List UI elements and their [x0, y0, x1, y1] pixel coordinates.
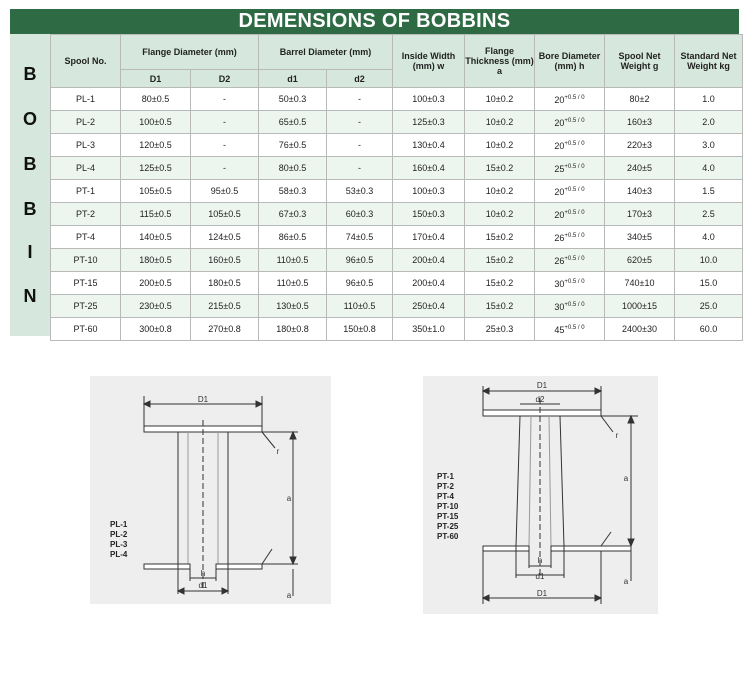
- table-cell-d2: 74±0.5: [327, 226, 393, 249]
- pl-model: PL-1: [110, 520, 128, 529]
- table-cell-D1: 120±0.5: [121, 134, 191, 157]
- table-cell-a: 25±0.3: [465, 318, 535, 341]
- pl-model: PL-3: [110, 540, 128, 549]
- dim-label-h: h: [537, 556, 543, 565]
- diagram-pl-panel: [90, 376, 331, 604]
- header-d1: d1: [259, 70, 327, 88]
- bobbin-pl-drawing: [90, 376, 331, 604]
- table-cell-d1: 76±0.5: [259, 134, 327, 157]
- table-row: [51, 226, 743, 249]
- side-label-bobbin: [10, 34, 50, 336]
- table-cell-g: 80±2: [605, 88, 675, 111]
- header-barrel-diameter: Barrel Diameter (mm): [259, 35, 393, 70]
- table-cell-spool: PL-3: [51, 134, 121, 157]
- table-cell-g: 620±5: [605, 249, 675, 272]
- table-cell-spool: PT-25: [51, 295, 121, 318]
- table-cell-kg: 15.0: [675, 272, 743, 295]
- table-cell-d2: -: [327, 111, 393, 134]
- table-cell-kg: 60.0: [675, 318, 743, 341]
- table-cell-a: 15±0.2: [465, 272, 535, 295]
- table-cell-kg: 2.0: [675, 111, 743, 134]
- bore-tolerance: +0.5 / 0: [564, 325, 585, 331]
- table-cell-kg: 25.0: [675, 295, 743, 318]
- table-cell-w: 350±1.0: [393, 318, 465, 341]
- pt-model: PT-25: [437, 522, 459, 531]
- header-bore-diameter: Bore Diameter (mm) h: [535, 35, 605, 88]
- side-letter: N: [23, 286, 37, 306]
- header-d2: d2: [327, 70, 393, 88]
- bore-tolerance: +0.5 / 0: [564, 210, 585, 216]
- table-cell-spool: PT-60: [51, 318, 121, 341]
- table-cell-D1: 200±0.5: [121, 272, 191, 295]
- table-cell-d2: 60±0.3: [327, 203, 393, 226]
- pt-model: PT-10: [437, 502, 459, 511]
- table-cell-w: 200±0.4: [393, 249, 465, 272]
- pl-model: PL-2: [110, 530, 128, 539]
- table-cell-g: 1000±15: [605, 295, 675, 318]
- dim-label-d1: d1: [535, 572, 545, 581]
- table-row: [51, 295, 743, 318]
- dim-label-w: a: [623, 474, 629, 483]
- table-cell-D1: 80±0.5: [121, 88, 191, 111]
- pt-model: PT-60: [437, 532, 459, 541]
- table-cell-D1: 300±0.8: [121, 318, 191, 341]
- table-cell-a: 15±0.2: [465, 226, 535, 249]
- table-cell-w: 130±0.4: [393, 134, 465, 157]
- table-cell-D2: -: [191, 157, 259, 180]
- diagram-pt-panel: [423, 376, 658, 614]
- table-cell-h: $45^{+0.5 / 0}$: [535, 318, 605, 341]
- table-cell-d1: 67±0.3: [259, 203, 327, 226]
- table-cell-a: 10±0.2: [465, 180, 535, 203]
- table-cell-D1: 115±0.5: [121, 203, 191, 226]
- table-cell-a: 15±0.2: [465, 249, 535, 272]
- bore-tolerance: +0.5 / 0: [564, 256, 585, 262]
- table-cell-a: 15±0.2: [465, 295, 535, 318]
- table-cell-spool: PT-4: [51, 226, 121, 249]
- table-cell-D2: -: [191, 88, 259, 111]
- table-cell-D2: 215±0.5: [191, 295, 259, 318]
- table-cell-d2: 150±0.8: [327, 318, 393, 341]
- table-row: [51, 272, 743, 295]
- table-cell-g: 170±3: [605, 203, 675, 226]
- dim-label-D1-top: D1: [536, 381, 548, 390]
- table-row: [51, 203, 743, 226]
- table-cell-w: 100±0.3: [393, 88, 465, 111]
- table-cell-D2: -: [191, 111, 259, 134]
- header-D2: D2: [191, 70, 259, 88]
- table-cell-h: $20^{+0.5 / 0}$: [535, 180, 605, 203]
- table-cell-D1: 125±0.5: [121, 157, 191, 180]
- bore-tolerance: +0.5 / 0: [564, 95, 585, 101]
- header-standard-net-weight: Standard Net Weight kg: [675, 35, 743, 88]
- dim-label-r: r: [615, 431, 619, 440]
- side-letter: O: [22, 109, 37, 129]
- table-cell-spool: PL-1: [51, 88, 121, 111]
- header-inside-width: Inside Width (mm) w: [393, 35, 465, 88]
- table-cell-D1: 105±0.5: [121, 180, 191, 203]
- side-letter: B: [23, 154, 37, 174]
- table-cell-D1: 230±0.5: [121, 295, 191, 318]
- table-row: [51, 88, 743, 111]
- table-cell-g: 220±3: [605, 134, 675, 157]
- table-row: [51, 157, 743, 180]
- dim-label-h: h: [200, 569, 206, 578]
- bore-tolerance: +0.5 / 0: [564, 118, 585, 124]
- table-cell-spool: PT-15: [51, 272, 121, 295]
- header-D1: D1: [121, 70, 191, 88]
- table-cell-w: 200±0.4: [393, 272, 465, 295]
- pt-model: PT-2: [437, 482, 454, 491]
- table-cell-h: $20^{+0.5 / 0}$: [535, 88, 605, 111]
- table-cell-a: 15±0.2: [465, 157, 535, 180]
- table-cell-d1: 50±0.3: [259, 88, 327, 111]
- table-cell-d2: -: [327, 88, 393, 111]
- table-cell-d1: 110±0.5: [259, 249, 327, 272]
- table-cell-D2: 180±0.5: [191, 272, 259, 295]
- header-spool-net-weight: Spool Net Weight g: [605, 35, 675, 88]
- table-cell-D2: 95±0.5: [191, 180, 259, 203]
- table-row: [51, 180, 743, 203]
- table-cell-d1: 86±0.5: [259, 226, 327, 249]
- table-cell-D2: 270±0.8: [191, 318, 259, 341]
- table-cell-D2: -: [191, 134, 259, 157]
- table-cell-h: $30^{+0.5 / 0}$: [535, 272, 605, 295]
- table-row: [51, 134, 743, 157]
- table-cell-a: 10±0.2: [465, 111, 535, 134]
- table-cell-g: 740±10: [605, 272, 675, 295]
- page-title: DEMENSIONS OF BOBBINS: [10, 9, 739, 34]
- table-cell-g: 2400±30: [605, 318, 675, 341]
- dim-label-d2: d2: [535, 395, 545, 404]
- bore-tolerance: +0.5 / 0: [564, 141, 585, 147]
- dim-label-D1-bottom: D1: [536, 589, 548, 598]
- table-cell-D2: 124±0.5: [191, 226, 259, 249]
- table-cell-D1: 180±0.5: [121, 249, 191, 272]
- bore-tolerance: +0.5 / 0: [564, 187, 585, 193]
- pt-model: PT-15: [437, 512, 459, 521]
- table-cell-spool: PT-2: [51, 203, 121, 226]
- table-cell-kg: 10.0: [675, 249, 743, 272]
- dim-label-D1: D1: [197, 395, 209, 404]
- table-cell-w: 160±0.4: [393, 157, 465, 180]
- dim-label-a: a: [623, 577, 629, 586]
- table-cell-spool: PL-4: [51, 157, 121, 180]
- table-cell-kg: 2.5: [675, 203, 743, 226]
- table-cell-h: $26^{+0.5 / 0}$: [535, 249, 605, 272]
- pt-model: PT-4: [437, 492, 454, 501]
- table-cell-D2: 160±0.5: [191, 249, 259, 272]
- bore-tolerance: +0.5 / 0: [564, 279, 585, 285]
- table-cell-kg: 4.0: [675, 157, 743, 180]
- table-cell-w: 125±0.3: [393, 111, 465, 134]
- table-cell-d2: 53±0.3: [327, 180, 393, 203]
- table-row: [51, 111, 743, 134]
- bore-tolerance: +0.5 / 0: [564, 302, 585, 308]
- table-cell-h: $20^{+0.5 / 0}$: [535, 111, 605, 134]
- bore-tolerance: +0.5 / 0: [564, 233, 585, 239]
- table-cell-d1: 130±0.5: [259, 295, 327, 318]
- pt-model: PT-1: [437, 472, 454, 481]
- table-cell-a: 10±0.2: [465, 203, 535, 226]
- table-cell-D1: 100±0.5: [121, 111, 191, 134]
- table-cell-d1: 58±0.3: [259, 180, 327, 203]
- table-row: [51, 249, 743, 272]
- table-cell-h: $30^{+0.5 / 0}$: [535, 295, 605, 318]
- table-cell-spool: PL-2: [51, 111, 121, 134]
- table-cell-spool: PT-10: [51, 249, 121, 272]
- table-cell-kg: 1.0: [675, 88, 743, 111]
- header-spool-no: Spool No.: [51, 35, 121, 88]
- table-cell-d2: 96±0.5: [327, 249, 393, 272]
- table-cell-a: 10±0.2: [465, 88, 535, 111]
- pl-model-list: [110, 520, 127, 560]
- table-cell-kg: 1.5: [675, 180, 743, 203]
- table-cell-w: 170±0.4: [393, 226, 465, 249]
- table-cell-kg: 4.0: [675, 226, 743, 249]
- table-cell-h: $20^{+0.5 / 0}$: [535, 203, 605, 226]
- table-cell-g: 140±3: [605, 180, 675, 203]
- table-cell-h: $25^{+0.5 / 0}$: [535, 157, 605, 180]
- table-cell-w: 150±0.3: [393, 203, 465, 226]
- table-cell-h: $20^{+0.5 / 0}$: [535, 134, 605, 157]
- header-flange-diameter: Flange Diameter (mm): [121, 35, 259, 70]
- pl-model: PL-4: [110, 550, 128, 559]
- bore-tolerance: +0.5 / 0: [564, 164, 585, 170]
- table-cell-d2: -: [327, 157, 393, 180]
- table-cell-g: 340±5: [605, 226, 675, 249]
- table-cell-d1: 180±0.8: [259, 318, 327, 341]
- dim-label-d1: d1: [198, 581, 208, 590]
- table-cell-w: 250±0.4: [393, 295, 465, 318]
- dim-label-r: r: [276, 447, 280, 456]
- table-cell-d1: 80±0.5: [259, 157, 327, 180]
- table-cell-d1: 65±0.5: [259, 111, 327, 134]
- dimensions-table: [50, 34, 743, 341]
- table-cell-w: 100±0.3: [393, 180, 465, 203]
- dim-label-a: a: [286, 591, 292, 600]
- table-cell-kg: 3.0: [675, 134, 743, 157]
- table-cell-g: 160±3: [605, 111, 675, 134]
- side-letter: B: [23, 64, 37, 84]
- table-cell-d2: -: [327, 134, 393, 157]
- table-cell-D2: 105±0.5: [191, 203, 259, 226]
- table-cell-d2: 96±0.5: [327, 272, 393, 295]
- header-flange-thickness: Flange Thickness (mm) a: [465, 35, 535, 88]
- table-cell-g: 240±5: [605, 157, 675, 180]
- table-cell-h: $26^{+0.5 / 0}$: [535, 226, 605, 249]
- side-letter: I: [27, 242, 33, 262]
- table-cell-d2: 110±0.5: [327, 295, 393, 318]
- table-cell-D1: 140±0.5: [121, 226, 191, 249]
- side-letter: B: [23, 199, 37, 219]
- table-cell-d1: 110±0.5: [259, 272, 327, 295]
- table-cell-spool: PT-1: [51, 180, 121, 203]
- table-cell-a: 10±0.2: [465, 134, 535, 157]
- dim-label-w: a: [286, 494, 292, 503]
- pt-model-list: [437, 472, 458, 542]
- table-row: [51, 318, 743, 341]
